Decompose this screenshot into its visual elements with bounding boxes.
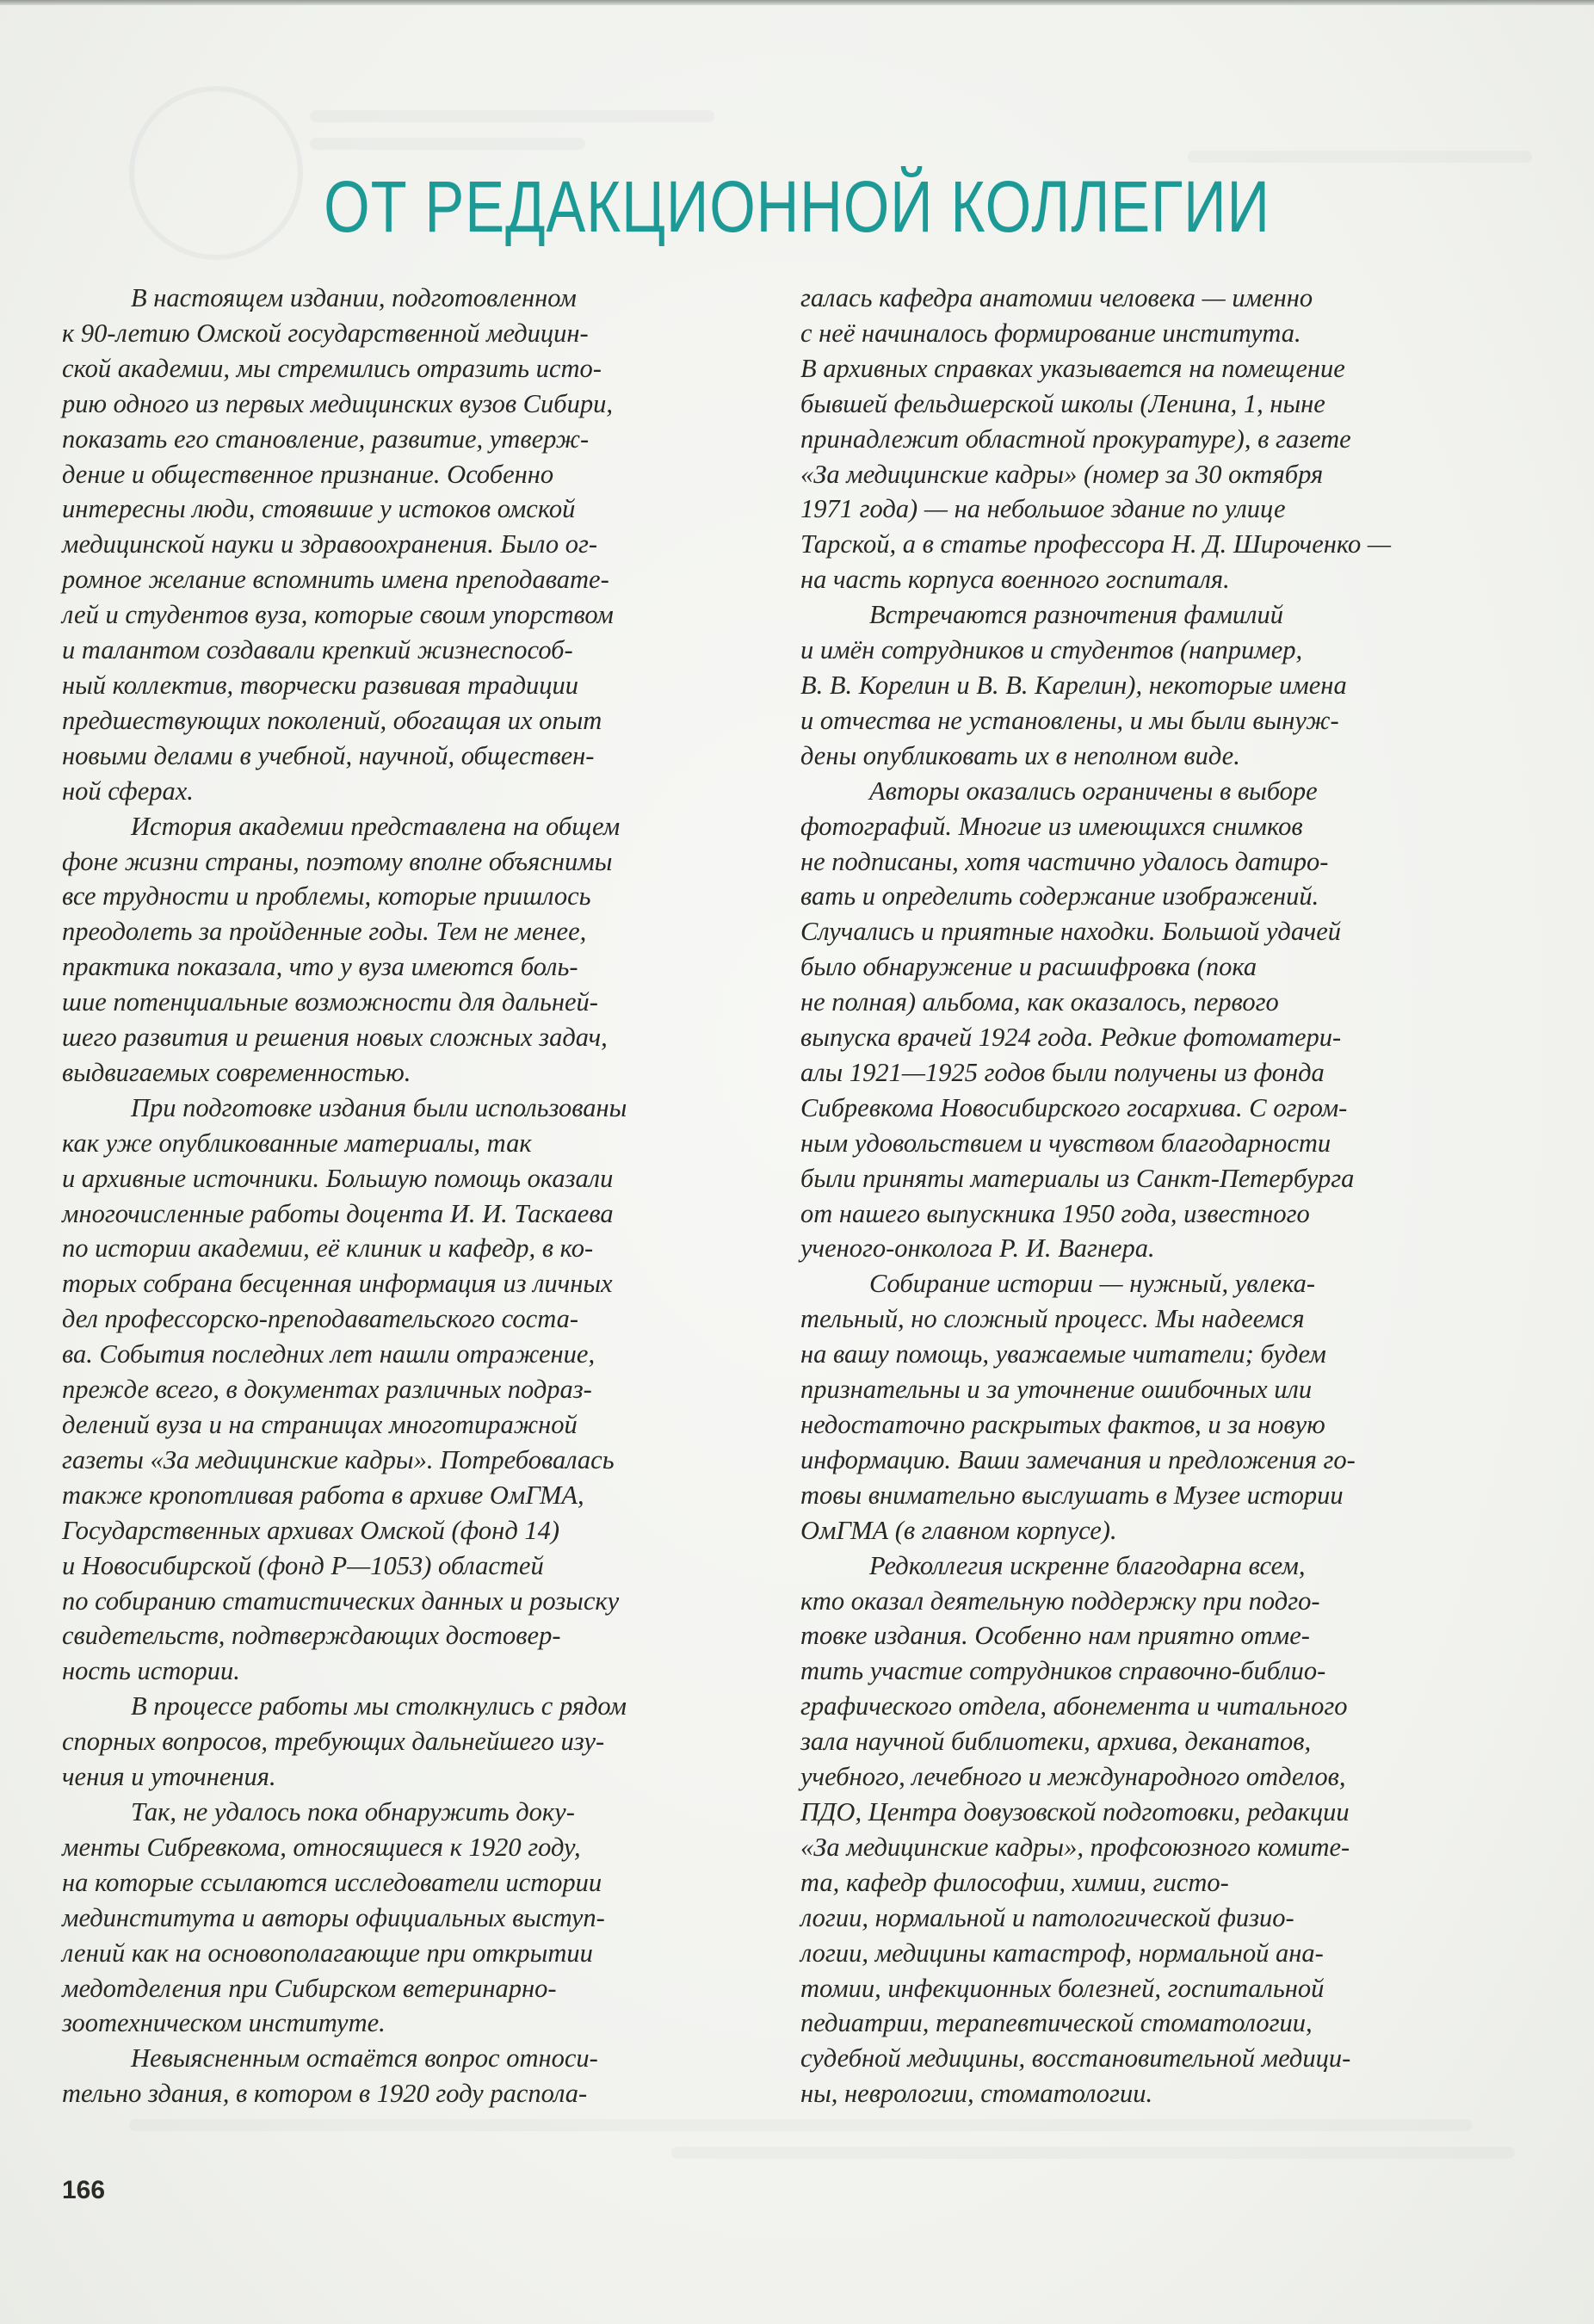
text-line: газеты «За медицинские кадры». Потребовалась — [62, 1444, 615, 1474]
page-title: ОТ РЕДАКЦИОННОЙ КОЛЛЕГИИ — [324, 166, 1270, 247]
text-line: не полная) альбома, как оказалось, первого — [800, 987, 1279, 1017]
text-line: также кропотливая работа в архиве ОмГМА, — [62, 1480, 584, 1510]
text-line: прежде всего, в документах различных подраз- — [62, 1375, 592, 1405]
text-line: ской академии, мы стремились отразить исто- — [62, 353, 602, 383]
text-line: от нашего выпускника 1950 года, известного — [800, 1198, 1310, 1228]
text-line: недостаточно раскрытых фактов, и за новую — [800, 1410, 1325, 1439]
text-line: Встречаются разночтения фамилий — [869, 600, 1283, 630]
show-through-line — [310, 110, 714, 122]
text-line: тить участие сотрудников справочно-библио- — [800, 1656, 1326, 1686]
text-line: Авторы оказались ограничены в выборе — [869, 776, 1318, 806]
text-line: на которые ссылаются исследователи истории — [62, 1867, 602, 1897]
show-through-line — [671, 2147, 1515, 2159]
text-line: спорных вопросов, требующих дальнейшего изу- — [62, 1727, 605, 1757]
text-line: «За медицинские кадры», профсоюзного комите- — [800, 1832, 1350, 1862]
text-line: При подготовке издания были использованы — [131, 1092, 627, 1122]
text-line: шие потенциальные возможности для дальней- — [62, 987, 598, 1017]
text-line: принадлежит областной прокуратуре), в газете — [800, 423, 1351, 454]
text-line: к 90-летию Омской государственной медицин- — [62, 318, 589, 348]
right-text-column — [800, 281, 1480, 2111]
text-line: ны, неврологии, стоматологии. — [800, 2079, 1153, 2109]
text-line: графического отдела, абонемента и читального — [800, 1691, 1348, 1721]
text-line: товы внимательно выслушать в Музее истории — [800, 1480, 1344, 1510]
text-line: ученого-онколога Р. И. Вагнера. — [800, 1233, 1155, 1264]
text-line: делений вуза и на страницах многотиражной — [62, 1410, 578, 1439]
text-line: Сибревкома Новосибирского госархива. С огром- — [800, 1092, 1348, 1122]
text-line: ПДО, Центра довузовской подготовки, редакции — [800, 1796, 1350, 1826]
text-line: тельно здания, в котором в 1920 году распола- — [62, 2079, 588, 2109]
text-line: фоне жизни страны, поэтому вполне объяснимы — [62, 846, 613, 876]
text-line: дение и общественное признание. Особенно — [62, 459, 554, 489]
text-line: информацию. Ваши замечания и предложения го- — [800, 1444, 1356, 1474]
text-line: выпуска врачей 1924 года. Редкие фотоматери- — [800, 1023, 1342, 1053]
text-line: та, кафедр философии, химии, гисто- — [800, 1867, 1229, 1897]
text-line: лений как на основополагающие при открытии — [62, 1938, 593, 1968]
text-line: ОмГМА (в главном корпусе). — [800, 1515, 1117, 1545]
text-line: ва. События последних лет нашли отражение, — [62, 1339, 596, 1369]
text-line: дены опубликовать их в неполном виде. — [800, 740, 1240, 770]
text-line: выдвигаемых современностью. — [62, 1057, 411, 1087]
text-line: В процессе работы мы столкнулись с рядом — [131, 1691, 627, 1721]
text-line: по собиранию статистических данных и розыску — [62, 1585, 620, 1616]
text-line: педиатрии, терапевтической стоматологии, — [800, 2008, 1313, 2038]
text-line: Тарской, а в статье профессора Н. Д. Широченко — — [800, 529, 1391, 559]
text-line: медицинской науки и здравоохранения. Было ог- — [62, 529, 598, 559]
text-line: галась кафедра анатомии человека — именно — [800, 283, 1313, 312]
text-line: ной сферах. — [62, 776, 194, 806]
text-line: дел профессорско-преподавательского соста- — [62, 1304, 579, 1334]
text-line: было обнаружение и расшифровка (пока — [800, 952, 1257, 982]
text-line: медотделения при Сибирском ветеринарно- — [62, 1973, 557, 2003]
text-line: 1971 года) — на небольшое здание по улице — [800, 494, 1286, 524]
text-line: мединститута и авторы официальных выступ- — [62, 1902, 605, 1932]
text-line: В архивных справках указывается на помещение — [800, 353, 1345, 383]
text-line: Собирание истории — нужный, увлека- — [869, 1269, 1316, 1299]
text-line: интересны люди, стоявшие у истоков омской — [62, 494, 576, 524]
page-number: 166 — [62, 2176, 106, 2204]
text-line: с неё начиналось формирование института. — [800, 318, 1301, 348]
text-line: показать его становление, развитие, утверж- — [62, 423, 590, 454]
show-through-line — [129, 2119, 1472, 2131]
text-line: торых собрана бесценная информация из личных — [62, 1269, 613, 1299]
text-line: признательны и за уточнение ошибочных или — [800, 1375, 1313, 1405]
text-line: Так, не удалось пока обнаружить доку- — [131, 1796, 575, 1826]
text-line: ный коллектив, творчески развивая традиции — [62, 670, 579, 700]
text-line: логии, медицины катастроф, нормальной ана- — [800, 1938, 1324, 1968]
text-line: чения и уточнения. — [62, 1762, 276, 1792]
text-line: Редколлегия искренне благодарна всем, — [869, 1550, 1306, 1580]
text-line: и отчества не установлены, и мы были вынуж- — [800, 705, 1339, 735]
text-line: свидетельств, подтверждающих достовер- — [62, 1621, 561, 1651]
text-line: зала научной библиотеки, архива, деканатов, — [800, 1727, 1312, 1757]
text-line: преодолеть за пройденные годы. Тем не менее, — [62, 917, 587, 947]
left-text-column — [62, 281, 733, 2111]
show-through-line — [1188, 151, 1532, 163]
text-line: История академии представлена на общем — [131, 811, 621, 841]
text-line: как уже опубликованные материалы, так — [62, 1128, 532, 1158]
text-line: В настоящем издании, подготовленном — [131, 283, 577, 312]
text-line: шего развития и решения новых сложных задач, — [62, 1023, 608, 1053]
text-line: ным удовольствием и чувством благодарности — [800, 1128, 1331, 1158]
text-line: предшествующих поколений, обогащая их опыт — [62, 705, 602, 735]
text-line: по истории академии, её клиник и кафедр, в ко- — [62, 1233, 594, 1264]
text-line: бывшей фельдшерской школы (Ленина, 1, ныне — [800, 388, 1325, 418]
text-line: тельный, но сложный процесс. Мы надеемся — [800, 1304, 1305, 1334]
text-line: и имён сотрудников и студентов (например, — [800, 635, 1303, 665]
text-line: алы 1921—1925 годов были получены из фонда — [800, 1057, 1325, 1087]
text-line: на часть корпуса военного госпиталя. — [800, 565, 1230, 595]
text-line: рию одного из первых медицинских вузов Сибири, — [62, 388, 613, 418]
text-line: практика показала, что у вуза имеются боль- — [62, 952, 578, 982]
text-line: были приняты материалы из Санкт-Петербурга — [800, 1163, 1355, 1193]
text-line: ность истории. — [62, 1656, 240, 1686]
text-line: ромное желание вспомнить имена преподавате- — [62, 565, 609, 595]
text-line: учебного, лечебного и международного отделов, — [800, 1762, 1346, 1792]
text-line: и талантом создавали крепкий жизнеспособ- — [62, 635, 573, 665]
show-through-line — [310, 138, 585, 150]
text-line: все трудности и проблемы, которые пришлось — [62, 881, 591, 912]
text-line: вать и определить содержание изображений. — [800, 881, 1319, 912]
text-line: на вашу помощь, уважаемые читатели; будем — [800, 1339, 1326, 1369]
text-line: Невыясненным остаётся вопрос относи- — [131, 2043, 598, 2074]
text-line: и Новосибирской (фонд Р—1053) областей — [62, 1550, 544, 1580]
text-line: товке издания. Особенно нам приятно отме- — [800, 1621, 1310, 1651]
text-line: В. В. Корелин и В. В. Карелин), некоторые имена — [800, 670, 1347, 700]
page-top-edge — [0, 0, 1594, 5]
text-line: Случались и приятные находки. Большой удачей — [800, 917, 1342, 947]
text-line: новыми делами в учебной, научной, обществен- — [62, 740, 595, 770]
text-line: кто оказал деятельную поддержку при подго- — [800, 1585, 1320, 1616]
text-line: многочисленные работы доцента И. И. Таскаева — [62, 1198, 614, 1228]
text-line: судебной медицины, восстановительной медици- — [800, 2043, 1351, 2074]
text-line: Государственных архивах Омской (фонд 14) — [62, 1515, 560, 1545]
text-line: фотографий. Многие из имеющихся снимков — [800, 811, 1303, 841]
text-line: не подписаны, хотя частично удалось датиро- — [800, 846, 1329, 876]
text-line: «За медицинские кадры» (номер за 30 октября — [800, 459, 1324, 489]
text-line: томии, инфекционных болезней, госпитальной — [800, 1973, 1325, 2003]
text-line: зоотехническом институте. — [62, 2008, 386, 2038]
text-line: логии, нормальной и патологической физио- — [800, 1902, 1294, 1932]
text-line: лей и студентов вуза, которые своим упорством — [62, 600, 614, 630]
text-line: менты Сибревкома, относящиеся к 1920 году, — [62, 1832, 581, 1862]
text-line: и архивные источники. Большую помощь оказали — [62, 1163, 614, 1193]
